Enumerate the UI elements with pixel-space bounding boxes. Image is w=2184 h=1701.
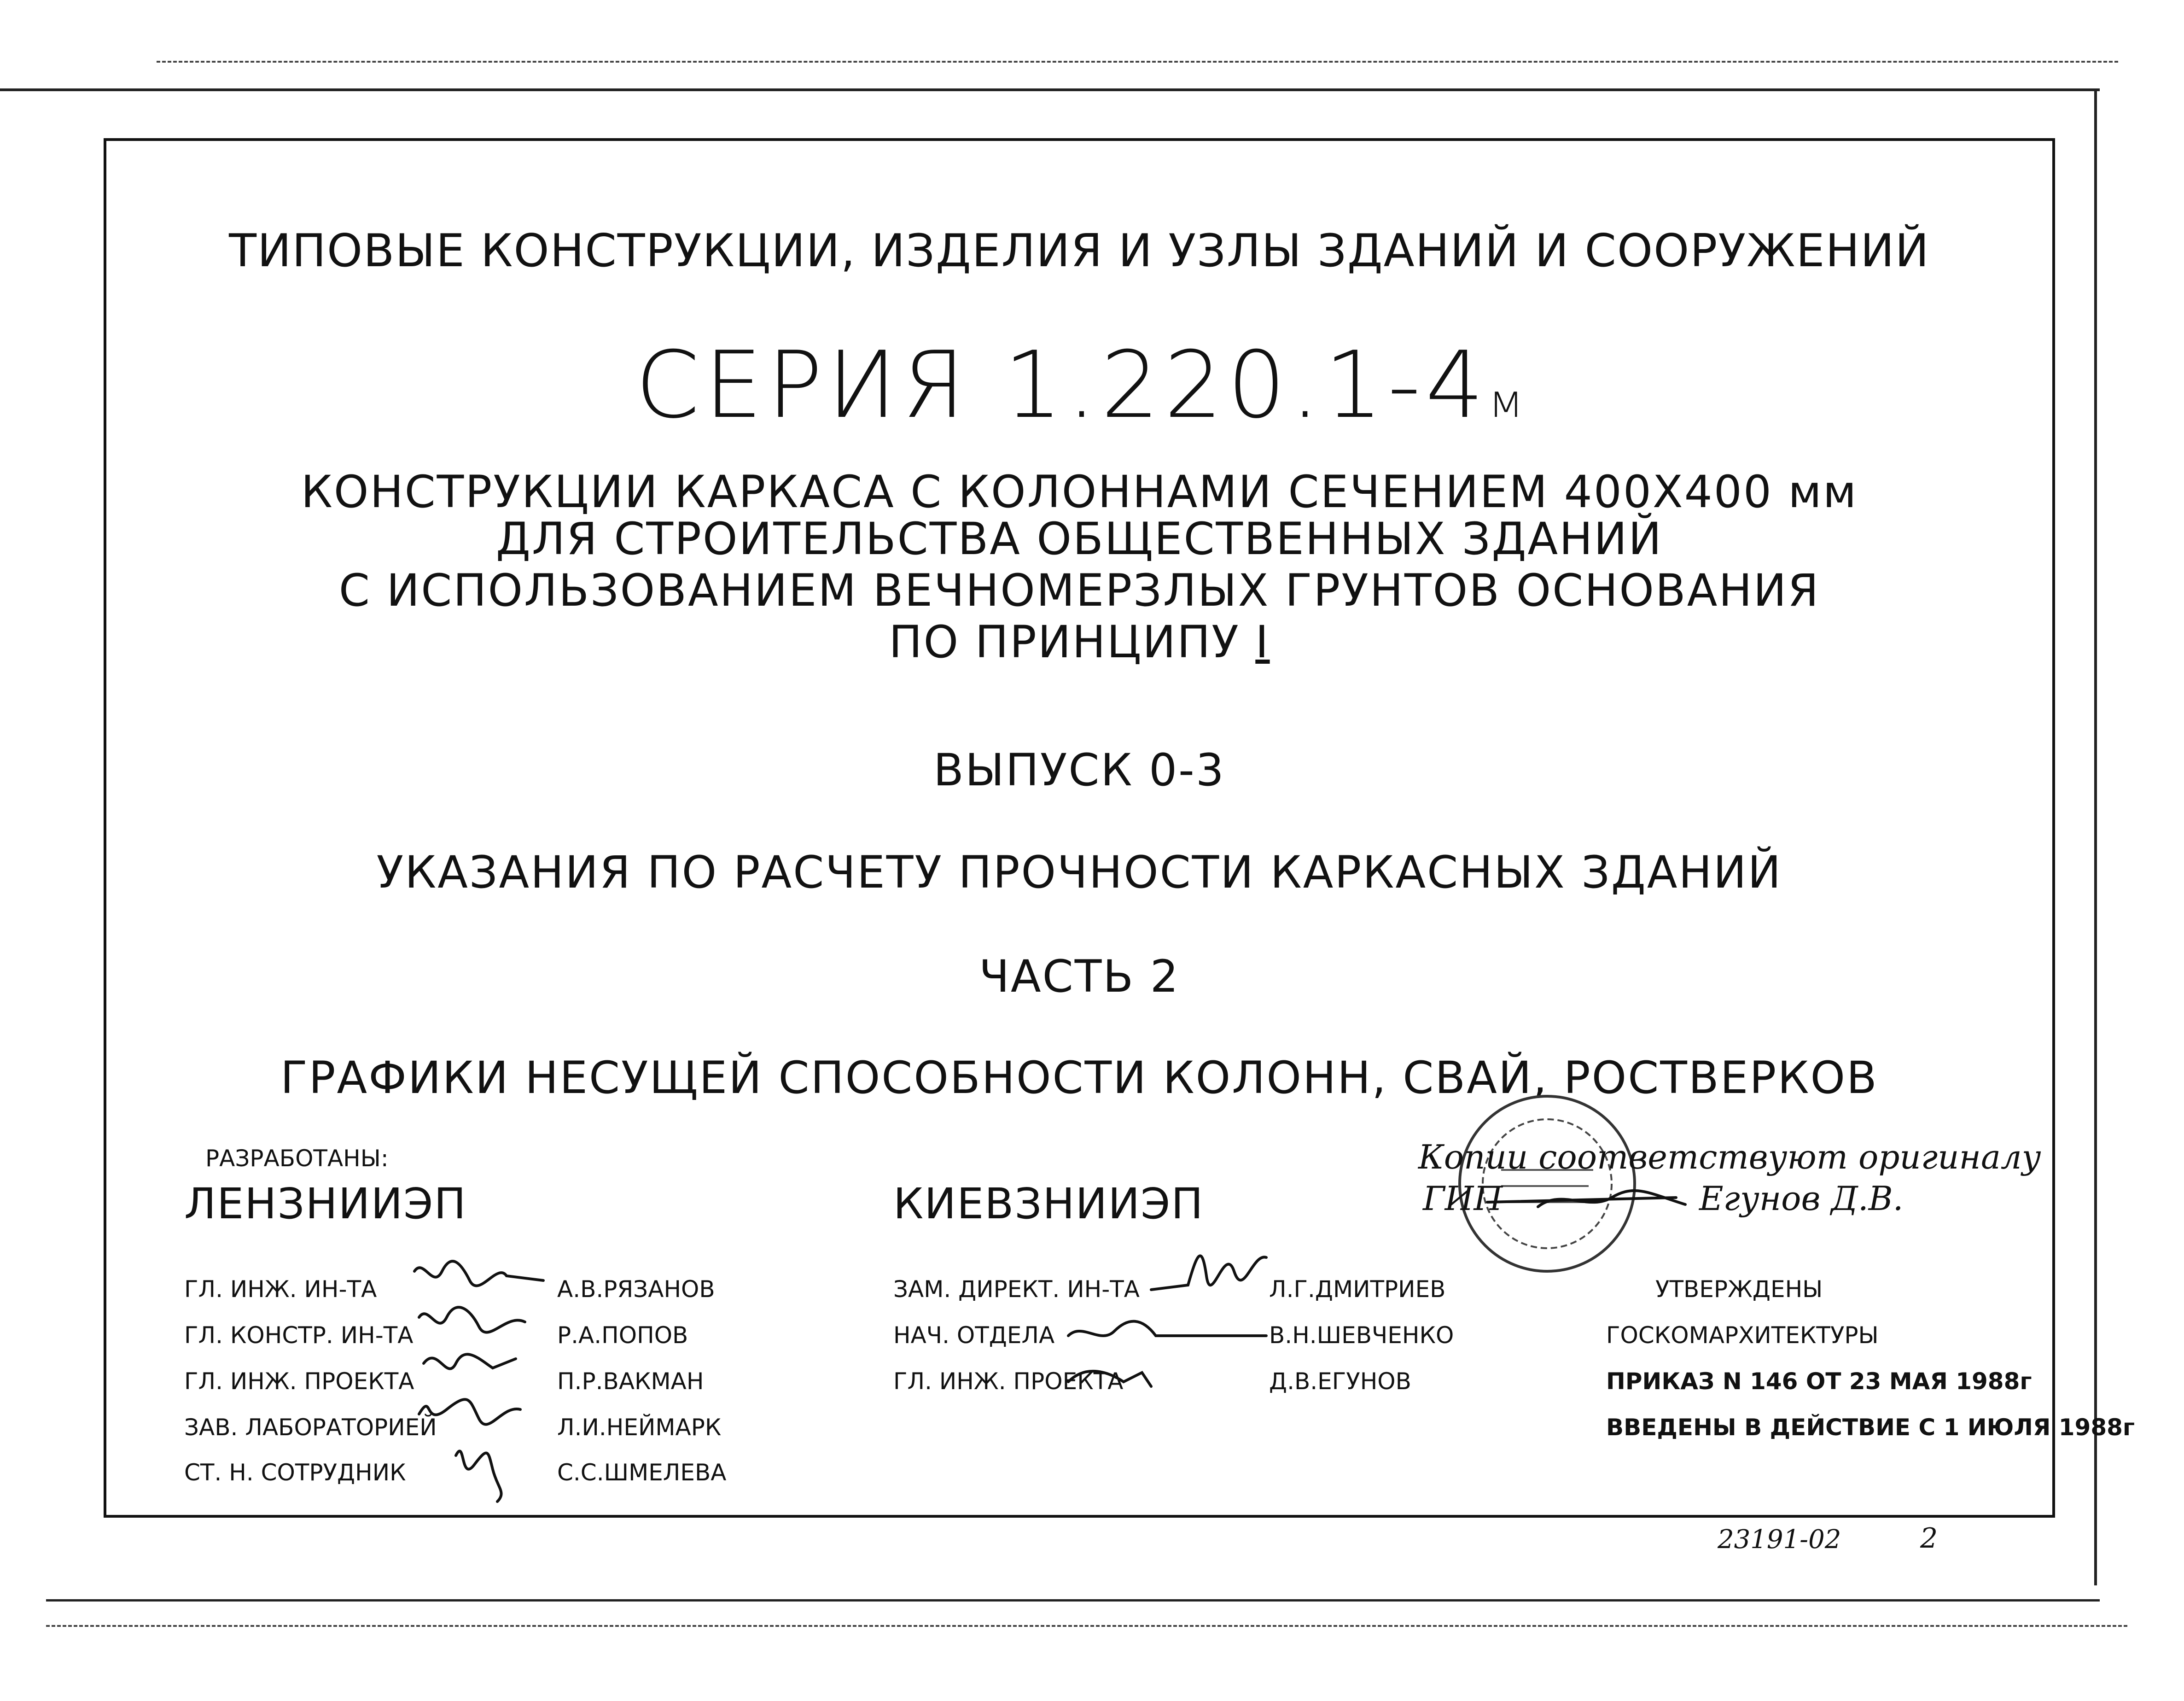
org2-name-2: Д.В.ЕГУНОВ (1269, 1368, 1411, 1395)
org1-name: ЛЕНЗНИИЭП (184, 1179, 467, 1228)
org1-name-1: Р.А.ПОПОВ (557, 1322, 688, 1349)
series-suffix: м (1488, 374, 1524, 428)
approval-effective: ВВЕДЕНЫ В ДЕЙСТВИЕ С 1 ИЮЛЯ 1988г (1606, 1414, 2135, 1441)
signature-7 (1068, 1321, 1266, 1336)
gip-label: ГИП (1423, 1179, 1503, 1218)
signature-1 (414, 1261, 543, 1286)
org2-role-2: ГЛ. ИНЖ. ПРОЕКТА (893, 1368, 1124, 1395)
signature-3 (424, 1354, 516, 1368)
sheet-number: 2 (1920, 1522, 1938, 1555)
org2-name-0: Л.Г.ДМИТРИЕВ (1269, 1276, 1446, 1303)
developed-label: РАЗРАБОТАНЫ: (205, 1145, 389, 1172)
approval-order: ПРИКАЗ N 146 ОТ 23 МАЯ 1988г (1606, 1368, 2032, 1395)
org2-signatures (1050, 1225, 1271, 1391)
org2-name: КИЕВЗНИИЭП (893, 1179, 1204, 1228)
org1-signatures (405, 1253, 557, 1511)
org1-role-0: ГЛ. ИНЖ. ИН-ТА (184, 1276, 377, 1303)
gip-name: Егунов Д.В. (1699, 1179, 1904, 1218)
issue-title: ВЫПУСК 0-3 (933, 744, 1225, 796)
org1-role-4: СТ. Н. СОТРУДНИК (184, 1459, 406, 1486)
description-line-4 (104, 616, 2055, 668)
approval-label: УТВЕРЖДЕНЫ (1655, 1276, 1823, 1303)
approval-authority: ГОСКОМАРХИТЕКТУРЫ (1606, 1322, 1879, 1349)
copy-note-line1: Копии соответствуют оригиналу (1418, 1138, 2041, 1176)
top-border-line (0, 88, 2100, 91)
part-subtitle: ГРАФИКИ НЕСУЩЕЙ СПОСОБНОСТИ КОЛОНН, СВАЙ, РОСТВЕРКОВ (280, 1052, 1878, 1104)
org2-role-0: ЗАМ. ДИРЕКТ. ИН-ТА (893, 1276, 1140, 1303)
header-title: ТИПОВЫЕ КОНСТРУКЦИИ, ИЗДЕЛИЯ И УЗЛЫ ЗДАНИЙ И СООРУЖЕНИЙ (229, 225, 1930, 277)
bottom-scan-line (46, 1625, 2127, 1627)
org2-role-1: НАЧ. ОТДЕЛА (893, 1322, 1055, 1349)
doc-number: 23191-02 (1718, 1525, 1841, 1555)
signature-2 (419, 1307, 525, 1332)
bottom-border-line (46, 1599, 2100, 1602)
org1-name-0: А.В.РЯЗАНОВ (557, 1276, 715, 1303)
top-scan-line (157, 61, 2118, 63)
principle-number: I (1255, 616, 1270, 668)
description-line-1: КОНСТРУКЦИИ КАРКАСА С КОЛОННАМИ СЕЧЕНИЕМ 400Х400 мм (301, 466, 1858, 518)
part-title: ЧАСТЬ 2 (979, 951, 1180, 1002)
gip-signature (1483, 1179, 1695, 1216)
org1-name-4: С.С.ШМЕЛЕВА (557, 1459, 727, 1486)
description-line-3: С ИСПОЛЬЗОВАНИЕМ ВЕЧНОМЕРЗЛЫХ ГРУНТОВ ОСНОВАНИЯ (338, 565, 1820, 616)
subject-title: УКАЗАНИЯ ПО РАСЧЕТУ ПРОЧНОСТИ КАРКАСНЫХ ЗДАНИЙ (376, 847, 1782, 898)
org1-name-3: Л.И.НЕЙМАРК (557, 1414, 722, 1441)
org2-name-1: В.Н.ШЕВЧЕНКО (1269, 1322, 1454, 1349)
org1-role-3: ЗАВ. ЛАБОРАТОРИЕЙ (184, 1414, 437, 1441)
signature-8 (1068, 1371, 1151, 1386)
org1-name-2: П.Р.ВАКМАН (557, 1368, 704, 1395)
right-border-line (2094, 88, 2097, 1585)
org1-role-1: ГЛ. КОНСТР. ИН-ТА (184, 1322, 414, 1349)
description-line-2: ДЛЯ СТРОИТЕЛЬСТВА ОБЩЕСТВЕННЫХ ЗДАНИЙ (495, 513, 1663, 565)
principle-text: ПО ПРИНЦИПУ (889, 616, 1240, 668)
signature-5 (456, 1451, 501, 1502)
series-title (104, 332, 2055, 439)
signature-6 (1151, 1256, 1266, 1290)
series-number: СЕРИЯ 1.220.1-4 (635, 332, 1489, 439)
signature-4 (419, 1399, 520, 1424)
org1-role-2: ГЛ. ИНЖ. ПРОЕКТА (184, 1368, 414, 1395)
